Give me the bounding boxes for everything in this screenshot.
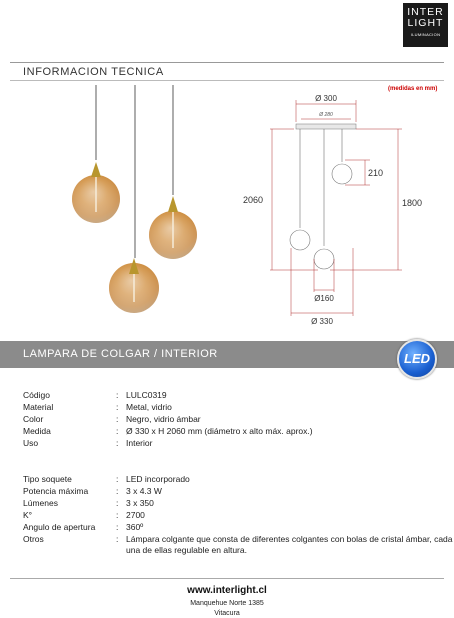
spec-key: Color <box>23 414 44 424</box>
spec-value: 360º <box>126 522 144 532</box>
spec-key: Lúmenes <box>23 498 58 508</box>
spec-value: LULC0319 <box>126 390 167 400</box>
spec-colon: : <box>116 390 119 400</box>
spec-key: Código <box>23 390 50 400</box>
dim-bottom-label: Ø 330 <box>311 317 333 326</box>
globe-right <box>149 196 197 259</box>
spec-colon: : <box>116 414 119 424</box>
spec-value: Negro, vidrio ámbar <box>126 414 201 424</box>
spec-value: 3 x 4.3 W <box>126 486 162 496</box>
spec-key: Potencia máxima <box>23 486 89 496</box>
logo-line-1: INTER <box>407 6 444 18</box>
dim-left-label: 2060 <box>243 195 264 205</box>
spec-colon: : <box>116 438 119 448</box>
drawing-globe-1 <box>332 164 352 184</box>
spec-colon: : <box>116 510 119 520</box>
spec-colon: : <box>116 474 119 484</box>
spec-key: Material <box>23 402 54 412</box>
globe-center <box>109 258 159 313</box>
spec-value: Lámpara colgante que consta de diferentes colgantes con bolas de cristal ámbar, cada una de ellas regulable en altura. <box>126 534 453 555</box>
dim-top-inner-label: Ø 280 <box>319 112 333 118</box>
spec-value: LED incorporado <box>126 474 190 484</box>
spec-key: K° <box>23 510 33 520</box>
dim-ball-label: Ø160 <box>314 294 334 303</box>
spec-colon: : <box>116 522 119 532</box>
top-divider <box>10 62 444 63</box>
drawing-globe-2 <box>290 230 310 250</box>
spec-key: Angulo de apertura <box>23 522 96 532</box>
category-title: LAMPARA DE COLGAR / INTERIOR <box>23 348 218 360</box>
spec-key: Medida <box>23 426 51 436</box>
logo-line-2: LIGHT <box>407 17 444 29</box>
spec-colon: : <box>116 498 119 508</box>
footer-city: Vitacura <box>214 610 240 617</box>
measure-note: (medidas en mm) <box>388 86 438 92</box>
spec-value: 3 x 350 <box>126 498 154 508</box>
canopy <box>296 124 356 129</box>
spec-value: 2700 <box>126 510 145 520</box>
footer-address: Manquehue Norte 1385 <box>190 600 264 607</box>
spec-colon: : <box>116 402 119 412</box>
spec-value: Metal, vidrio <box>126 402 172 412</box>
spec-value: Interior <box>126 438 153 448</box>
brand-logo <box>403 3 448 47</box>
spec-key: Uso <box>23 438 39 448</box>
logo-line-3: ILUMINACION <box>410 32 441 37</box>
spec-value: Ø 330 x H 2060 mm (diámetro x alto máx. aprox.) <box>126 426 313 436</box>
spec-colon: : <box>116 486 119 496</box>
dimension-drawing <box>230 88 430 328</box>
dim-small-label: 210 <box>368 168 384 178</box>
led-badge-icon: LED <box>397 339 437 379</box>
spec-key: Otros <box>23 534 44 544</box>
footer-website[interactable]: www.interlight.cl <box>187 585 267 596</box>
footer-divider <box>10 578 444 579</box>
product-image <box>60 80 220 330</box>
globe-left <box>72 162 120 223</box>
drawing-globe-3 <box>314 249 334 269</box>
spec-colon: : <box>116 426 119 436</box>
spec-key: Tipo soquete <box>23 474 72 484</box>
category-band <box>0 341 454 368</box>
dim-top-label: Ø 300 <box>315 94 337 103</box>
dim-right-label: 1800 <box>402 198 423 208</box>
section-title-tech: INFORMACION TECNICA <box>23 66 164 78</box>
spec-colon: : <box>116 534 119 544</box>
